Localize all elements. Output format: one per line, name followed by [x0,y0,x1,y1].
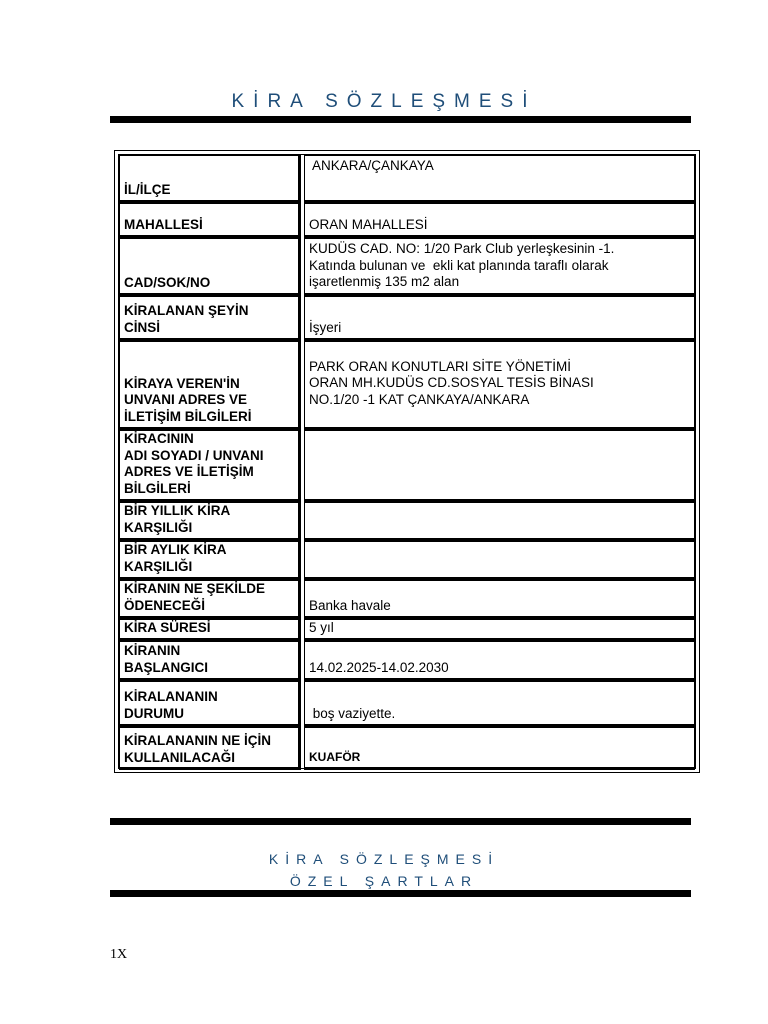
section-title: KİRA SÖZLEŞMESİ [268,851,500,867]
label-line: KİRALANAN ŞEYİN [124,303,249,318]
label-line: KİRALANANIN NE İÇİN [124,733,271,748]
value-line: KUDÜS CAD. NO: 1/20 Park Club yerleşkesinin -1. [309,241,615,256]
label-line: KARŞILIĞI [124,519,193,535]
value-line: boş vaziyette. [309,705,396,721]
value-line: işaretlenmiş 135 m2 alan [309,274,460,289]
row-value-empty [304,541,695,580]
label-line: BİR YILLIK KİRA [124,503,231,518]
row-value [304,681,695,727]
label-line: BAŞLANGICI [124,659,208,675]
value-line: 5 yıl [309,619,334,635]
table-row [119,681,695,727]
label-line: MAHALLESİ [124,216,203,232]
table-row [119,238,695,296]
value-line: ANKARA/ÇANKAYA [309,158,434,173]
row-label [119,727,301,770]
value-line: NO.1/20 -1 KAT ÇANKAYA/ANKARA [309,391,530,407]
page-number: 1X [110,947,128,962]
label-line: KİRA SÜRESİ [124,619,211,635]
row-value [304,580,695,619]
row-value [304,155,695,203]
section-subtitle: ÖZEL ŞARTLAR [289,873,479,889]
row-value [304,238,695,296]
value-line: Banka havale [309,597,391,613]
value-line: PARK ORAN KONUTLARI SİTE YÖNETİMİ [309,358,572,374]
label-line: BİR AYLIK KİRA [124,542,227,557]
label-line: İL/İLÇE [124,181,171,197]
contract-table-inner [118,154,696,769]
label-line: KİRAYA VEREN'İN [124,375,240,391]
label-line: BİLGİLERİ [124,480,191,496]
row-label [119,619,301,641]
label-line: KİRANIN NE ŞEKİLDE [124,581,266,596]
table-row [119,619,695,641]
label-line: KİRALANANIN [124,689,218,704]
label-line: KULLANILACAĞI [124,749,235,765]
label-line: İLETİŞİM BİLGİLERİ [124,408,252,424]
row-value-empty [304,502,695,541]
document-title: KİRA SÖZLEŞMESİ [231,91,537,112]
row-label [119,541,301,580]
row-label [119,681,301,727]
table-row [119,155,695,203]
row-value [304,296,695,341]
row-label [119,238,301,296]
row-value [304,203,695,238]
row-label [119,502,301,541]
table-row [119,341,695,430]
value-line: İşyeri [309,319,342,335]
contract-table [114,150,700,773]
label-line: ADI SOYADI / UNVANI [124,447,264,463]
section-rule-bottom [110,890,691,897]
label-line: UNVANI ADRES VE [124,392,248,407]
label-line: KARŞILIĞI [124,558,193,574]
table-row [119,727,695,770]
row-value [304,641,695,681]
row-label [119,155,301,203]
table-row [119,541,695,580]
row-label [119,430,301,502]
table-row [119,430,695,502]
table-row [119,641,695,681]
row-value-empty [304,430,695,502]
value-line: ORAN MH.KUDÜS CD.SOSYAL TESİS BİNASI [309,375,594,391]
label-line: ÖDENECEĞİ [124,597,206,613]
value-line: ORAN MAHALLESİ [309,216,428,232]
row-label [119,203,301,238]
section-rule-top [110,818,691,825]
title-rule [110,116,691,123]
label-line: CİNSİ [124,319,161,335]
row-label [119,341,301,430]
row-label [119,641,301,681]
table-row [119,203,695,238]
row-label [119,296,301,341]
label-line: KİRACININ [124,431,194,446]
label-line: KİRANIN [124,643,181,658]
value-line: Katında bulunan ve ekli kat planında taraflı olarak [309,257,609,273]
table-row [119,502,695,541]
value-line: KUAFÖR [309,749,361,764]
label-line: ADRES VE İLETİŞİM [124,464,254,479]
table-row [119,580,695,619]
row-value [304,727,695,770]
value-line: 14.02.2025-14.02.2030 [309,659,449,675]
label-line: DURUMU [124,705,184,721]
row-value [304,619,695,641]
table-row [119,296,695,341]
label-line: CAD/SOK/NO [124,274,211,290]
row-label [119,580,301,619]
row-value [304,341,695,430]
